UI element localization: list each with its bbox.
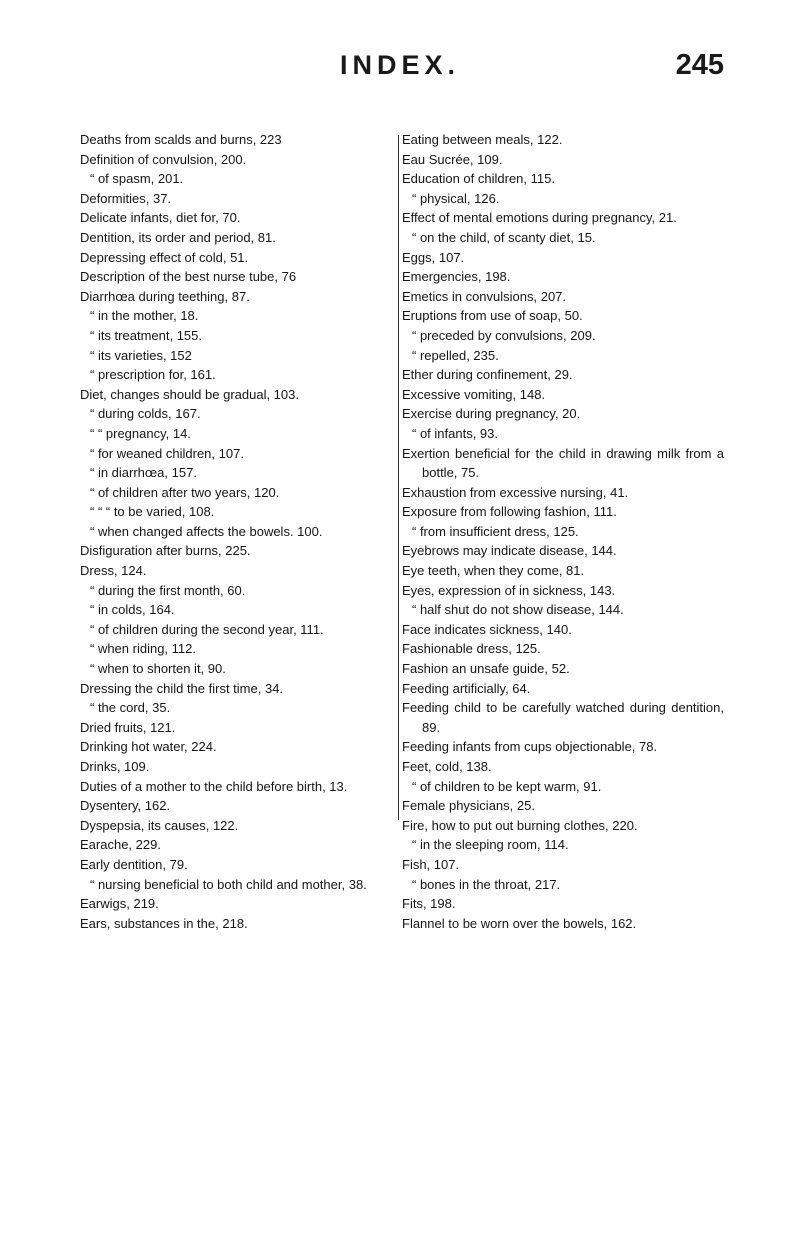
index-entry: Eye teeth, when they come, 81. xyxy=(402,563,585,579)
index-column-right xyxy=(402,130,724,933)
column-divider xyxy=(398,135,399,820)
index-entry: Dried fruits, 121. xyxy=(80,719,176,735)
index-entry: Drinking hot water, 224. xyxy=(80,739,217,755)
index-column-left xyxy=(80,130,396,933)
index-entry: “ during colds, 167. xyxy=(90,406,201,422)
index-entry: “ in diarrhœa, 157. xyxy=(90,465,197,481)
index-entry: Deaths from scalds and burns, 223 xyxy=(80,132,282,147)
index-entry: “ preceded by convulsions, 209. xyxy=(412,327,596,343)
index-entry: Feeding infants from cups objectionable, 78. xyxy=(402,739,658,755)
index-entry: Exhaustion from excessive nursing, 41. xyxy=(402,484,629,500)
index-entry: Female physicians, 25. xyxy=(402,798,535,814)
index-entry: “ of children after two years, 120. xyxy=(90,484,280,500)
index-entry: Education of children, 115. xyxy=(402,171,555,187)
page-number: 245 xyxy=(675,49,724,81)
index-entry: “ when to shorten it, 90. xyxy=(90,661,226,677)
index-entry: “ of spasm, 201. xyxy=(90,171,184,187)
page-title: INDEX. xyxy=(339,50,461,80)
index-entry: Duties of a mother to the child before birth, 13. xyxy=(80,778,348,794)
index-entry: Depressing effect of cold, 51. xyxy=(80,249,249,265)
index-entry: Effect of mental emotions during pregnancy, 21. xyxy=(402,210,677,226)
index-entry: “ on the child, of scanty diet, 15. xyxy=(412,229,596,245)
index-entry: “ its treatment, 155. xyxy=(90,327,202,343)
index-entry: “ “ pregnancy, 14. xyxy=(90,425,191,441)
index-entry: Feeding artificially, 64. xyxy=(402,680,531,696)
index-entry: Eruptions from use of soap, 50. xyxy=(402,308,583,324)
index-entry: Face indicates sickness, 140. xyxy=(402,621,572,637)
index-entry: “ in colds, 164. xyxy=(90,602,175,618)
index-entry: Eating between meals, 122. xyxy=(402,132,563,147)
index-entry: Excessive vomiting, 148. xyxy=(402,386,546,402)
index-entry: “ repelled, 235. xyxy=(412,347,499,363)
index-entry: Definition of convulsion, 200. xyxy=(80,151,247,167)
index-entry: Ears, substances in the, 218. xyxy=(80,915,248,931)
index-entry: Dentition, its order and period, 81. xyxy=(80,229,276,245)
index-entry: Exertion beneficial for the child in drawing milk from a bottle, 75. xyxy=(402,445,724,481)
index-entry: Emergencies, 198. xyxy=(402,269,511,285)
index-entry: Drinks, 109. xyxy=(80,759,150,774)
index-entry: “ of infants, 93. xyxy=(412,425,498,441)
index-entry: Eau Sucrée, 109. xyxy=(402,151,503,167)
index-entry: “ from insufficient dress, 125. xyxy=(412,523,579,539)
index-entry: “ prescription for, 161. xyxy=(90,367,216,383)
index-entry: Emetics in convulsions, 207. xyxy=(402,288,567,304)
index-entry: Early dentition, 79. xyxy=(80,856,188,872)
index-entry: “ the cord, 35. xyxy=(90,700,171,716)
index-entry: “ half shut do not show disease, 144. xyxy=(412,602,624,618)
index-entry: “ when changed affects the bowels. 100. xyxy=(90,523,323,539)
index-entry: Diet, changes should be gradual, 103. xyxy=(80,386,299,402)
index-entry: Eyebrows may indicate disease, 144. xyxy=(402,543,617,559)
index-entry: Fire, how to put out burning clothes, 220. xyxy=(402,817,638,833)
index-entry: “ physical, 126. xyxy=(412,190,500,206)
index-entry: Fashionable dress, 125. xyxy=(402,641,541,657)
index-entry: “ in the mother, 18. xyxy=(90,308,199,324)
index-entry: “ in the sleeping room, 114. xyxy=(412,837,569,853)
index-entry: Eggs, 107. xyxy=(402,249,465,265)
index-entry: Description of the best nurse tube, 76 xyxy=(80,269,297,285)
index-entry: Exercise during pregnancy, 20. xyxy=(402,406,581,422)
index-entry: Earwigs, 219. xyxy=(80,896,159,912)
index-entry: Ether during confinement, 29. xyxy=(402,367,573,383)
index-entry: Dress, 124. xyxy=(80,563,147,579)
index-entry: Exposure from following fashion, 111. xyxy=(402,504,617,520)
index-entry: “ during the first month, 60. xyxy=(90,582,246,598)
index-entry: Deformities, 37. xyxy=(80,190,172,206)
index-entry: “ nursing beneficial to both child and mother, 38. xyxy=(90,876,367,892)
index-entry: Disfiguration after burns, 225. xyxy=(80,543,251,559)
index-entry: “ of children to be kept warm, 91. xyxy=(412,778,602,794)
index-entry: Eyes, expression of in sickness, 143. xyxy=(402,582,616,598)
index-entry: Fish, 107. xyxy=(402,856,460,872)
index-entry: Fashion an unsafe guide, 52. xyxy=(402,661,570,677)
index-entry: Dyspepsia, its causes, 122. xyxy=(80,817,239,833)
index-entry: “ of children during the second year, 111. xyxy=(90,621,324,637)
index-entry: Diarrhœa during teething, 87. xyxy=(80,288,250,304)
index-entry: Earache, 229. xyxy=(80,837,161,853)
index-entry: Delicate infants, diet for, 70. xyxy=(80,210,241,226)
index-entry: “ when riding, 112. xyxy=(90,641,196,657)
index-entry: Feeding child to be carefully watched during dentition, 89. xyxy=(402,700,724,735)
index-entry: Dressing the child the first time, 34. xyxy=(80,680,284,696)
index-entry: Fits, 198. xyxy=(402,896,456,912)
index-entry: Feet, cold, 138. xyxy=(402,759,492,774)
index-entry: “ for weaned children, 107. xyxy=(90,445,244,461)
index-entry: “ its varieties, 152 xyxy=(90,347,192,363)
index-entry: “ bones in the throat, 217. xyxy=(412,876,561,892)
index-entry: Dysentery, 162. xyxy=(80,798,171,814)
index-entry: “ “ “ to be varied, 108. xyxy=(90,504,215,520)
index-entry: Flannel to be worn over the bowels, 162. xyxy=(402,915,637,931)
